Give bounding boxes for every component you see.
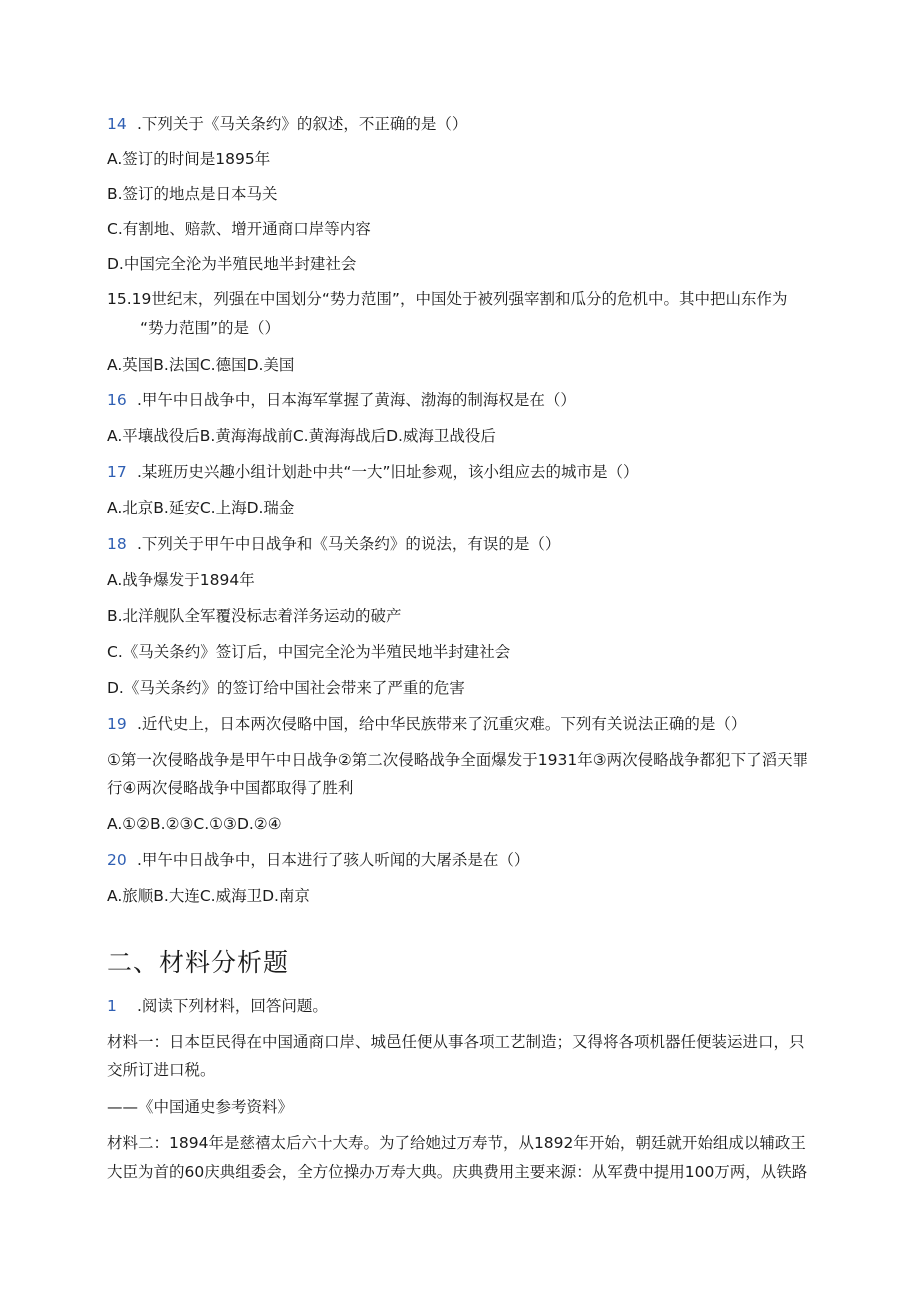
question-stem: .近代史上，日本两次侵略中国，给中华民族带来了沉重灾难。下列有关说法正确的是（） [137, 715, 747, 733]
question-number: 18 [107, 535, 127, 553]
question-15 [107, 289, 787, 309]
question-16 [107, 390, 576, 410]
material-2-continued: 大臣为首的60庆典组委会，全方位操办万寿大典。庆典费用主要来源：从军费中提用100万两，从铁路 [107, 1163, 808, 1181]
question-number: 20 [107, 851, 127, 869]
question-stem: .下列关于甲午中日战争和《马关条约》的说法，有误的是（） [137, 535, 561, 553]
option-b: B.签订的地点是日本马关 [107, 185, 278, 203]
option-d: D.《马关条约》的签订给中国社会带来了严重的危害 [107, 679, 465, 697]
question-number: 16 [107, 391, 127, 409]
options-line: A.①②B.②③C.①③D.②④ [107, 815, 282, 833]
section2-question-1 [107, 996, 328, 1016]
question-19 [107, 714, 746, 734]
question-number: 14 [107, 115, 127, 133]
option-a: A.战争爆发于1894年 [107, 571, 255, 589]
options-line: A.英国B.法国C.德国D.美国 [107, 356, 295, 374]
option-d: D.中国完全沦为半殖民地半封建社会 [107, 255, 357, 273]
options-line: A.平壤战役后B.黄海海战前C.黄海海战后D.威海卫战役后 [107, 427, 496, 445]
question-14 [107, 114, 467, 134]
question-17 [107, 462, 639, 482]
option-a: A.签订的时间是1895年 [107, 150, 271, 168]
question-stem: .下列关于《马关条约》的叙述，不正确的是（） [137, 115, 468, 133]
options-line: A.北京B.延安C.上海D.瑞金 [107, 499, 295, 517]
question-stem: .19世纪末，列强在中国划分“势力范围”，中国处于被列强宰割和瓜分的危机中。其中把山东作为 [126, 290, 788, 308]
material-1: 材料一：日本臣民得在中国通商口岸、城邑任便从事各项工艺制造；又得将各项机器任便装运进口，只 [107, 1033, 805, 1051]
question-stem: .某班历史兴趣小组计划赴中共“一大”旧址参观，该小组应去的城市是（） [137, 463, 639, 481]
question-20 [107, 850, 529, 870]
statements-line-continued: 行④两次侵略战争中国都取得了胜利 [107, 779, 354, 797]
statements-line: ①第一次侵略战争是甲午中日战争②第二次侵略战争全面爆发于1931年③两次侵略战争都犯下了滔天罪 [107, 751, 809, 769]
question-number: 19 [107, 715, 127, 733]
question-number: 15 [107, 290, 127, 308]
option-c: C.有割地、赔款、增开通商口岸等内容 [107, 220, 371, 238]
option-c: C.《马关条约》签订后，中国完全沦为半殖民地半封建社会 [107, 643, 511, 661]
question-number: 17 [107, 463, 127, 481]
question-stem: .阅读下列材料，回答问题。 [137, 997, 328, 1015]
question-stem: .甲午中日战争中，日本进行了骇人听闻的大屠杀是在（） [137, 851, 530, 869]
question-stem-continued: “势力范围”的是（） [140, 319, 281, 337]
question-number: 1 [107, 997, 117, 1015]
material-1-source: ——《中国通史参考资料》 [107, 1098, 294, 1116]
option-b: B.北洋舰队全军覆没标志着洋务运动的破产 [107, 607, 402, 625]
material-2: 材料二：1894年是慈禧太后六十大寿。为了给她过万寿节，从1892年开始，朝廷就开始组成以辅政王 [107, 1134, 806, 1152]
section-heading: 二、材料分析题 [107, 948, 290, 977]
options-line: A.旅顺B.大连C.威海卫D.南京 [107, 887, 310, 905]
question-18 [107, 534, 560, 554]
material-1-continued: 交所订进口税。 [107, 1061, 216, 1079]
question-stem: .甲午中日战争中，日本海军掌握了黄海、渤海的制海权是在（） [137, 391, 576, 409]
